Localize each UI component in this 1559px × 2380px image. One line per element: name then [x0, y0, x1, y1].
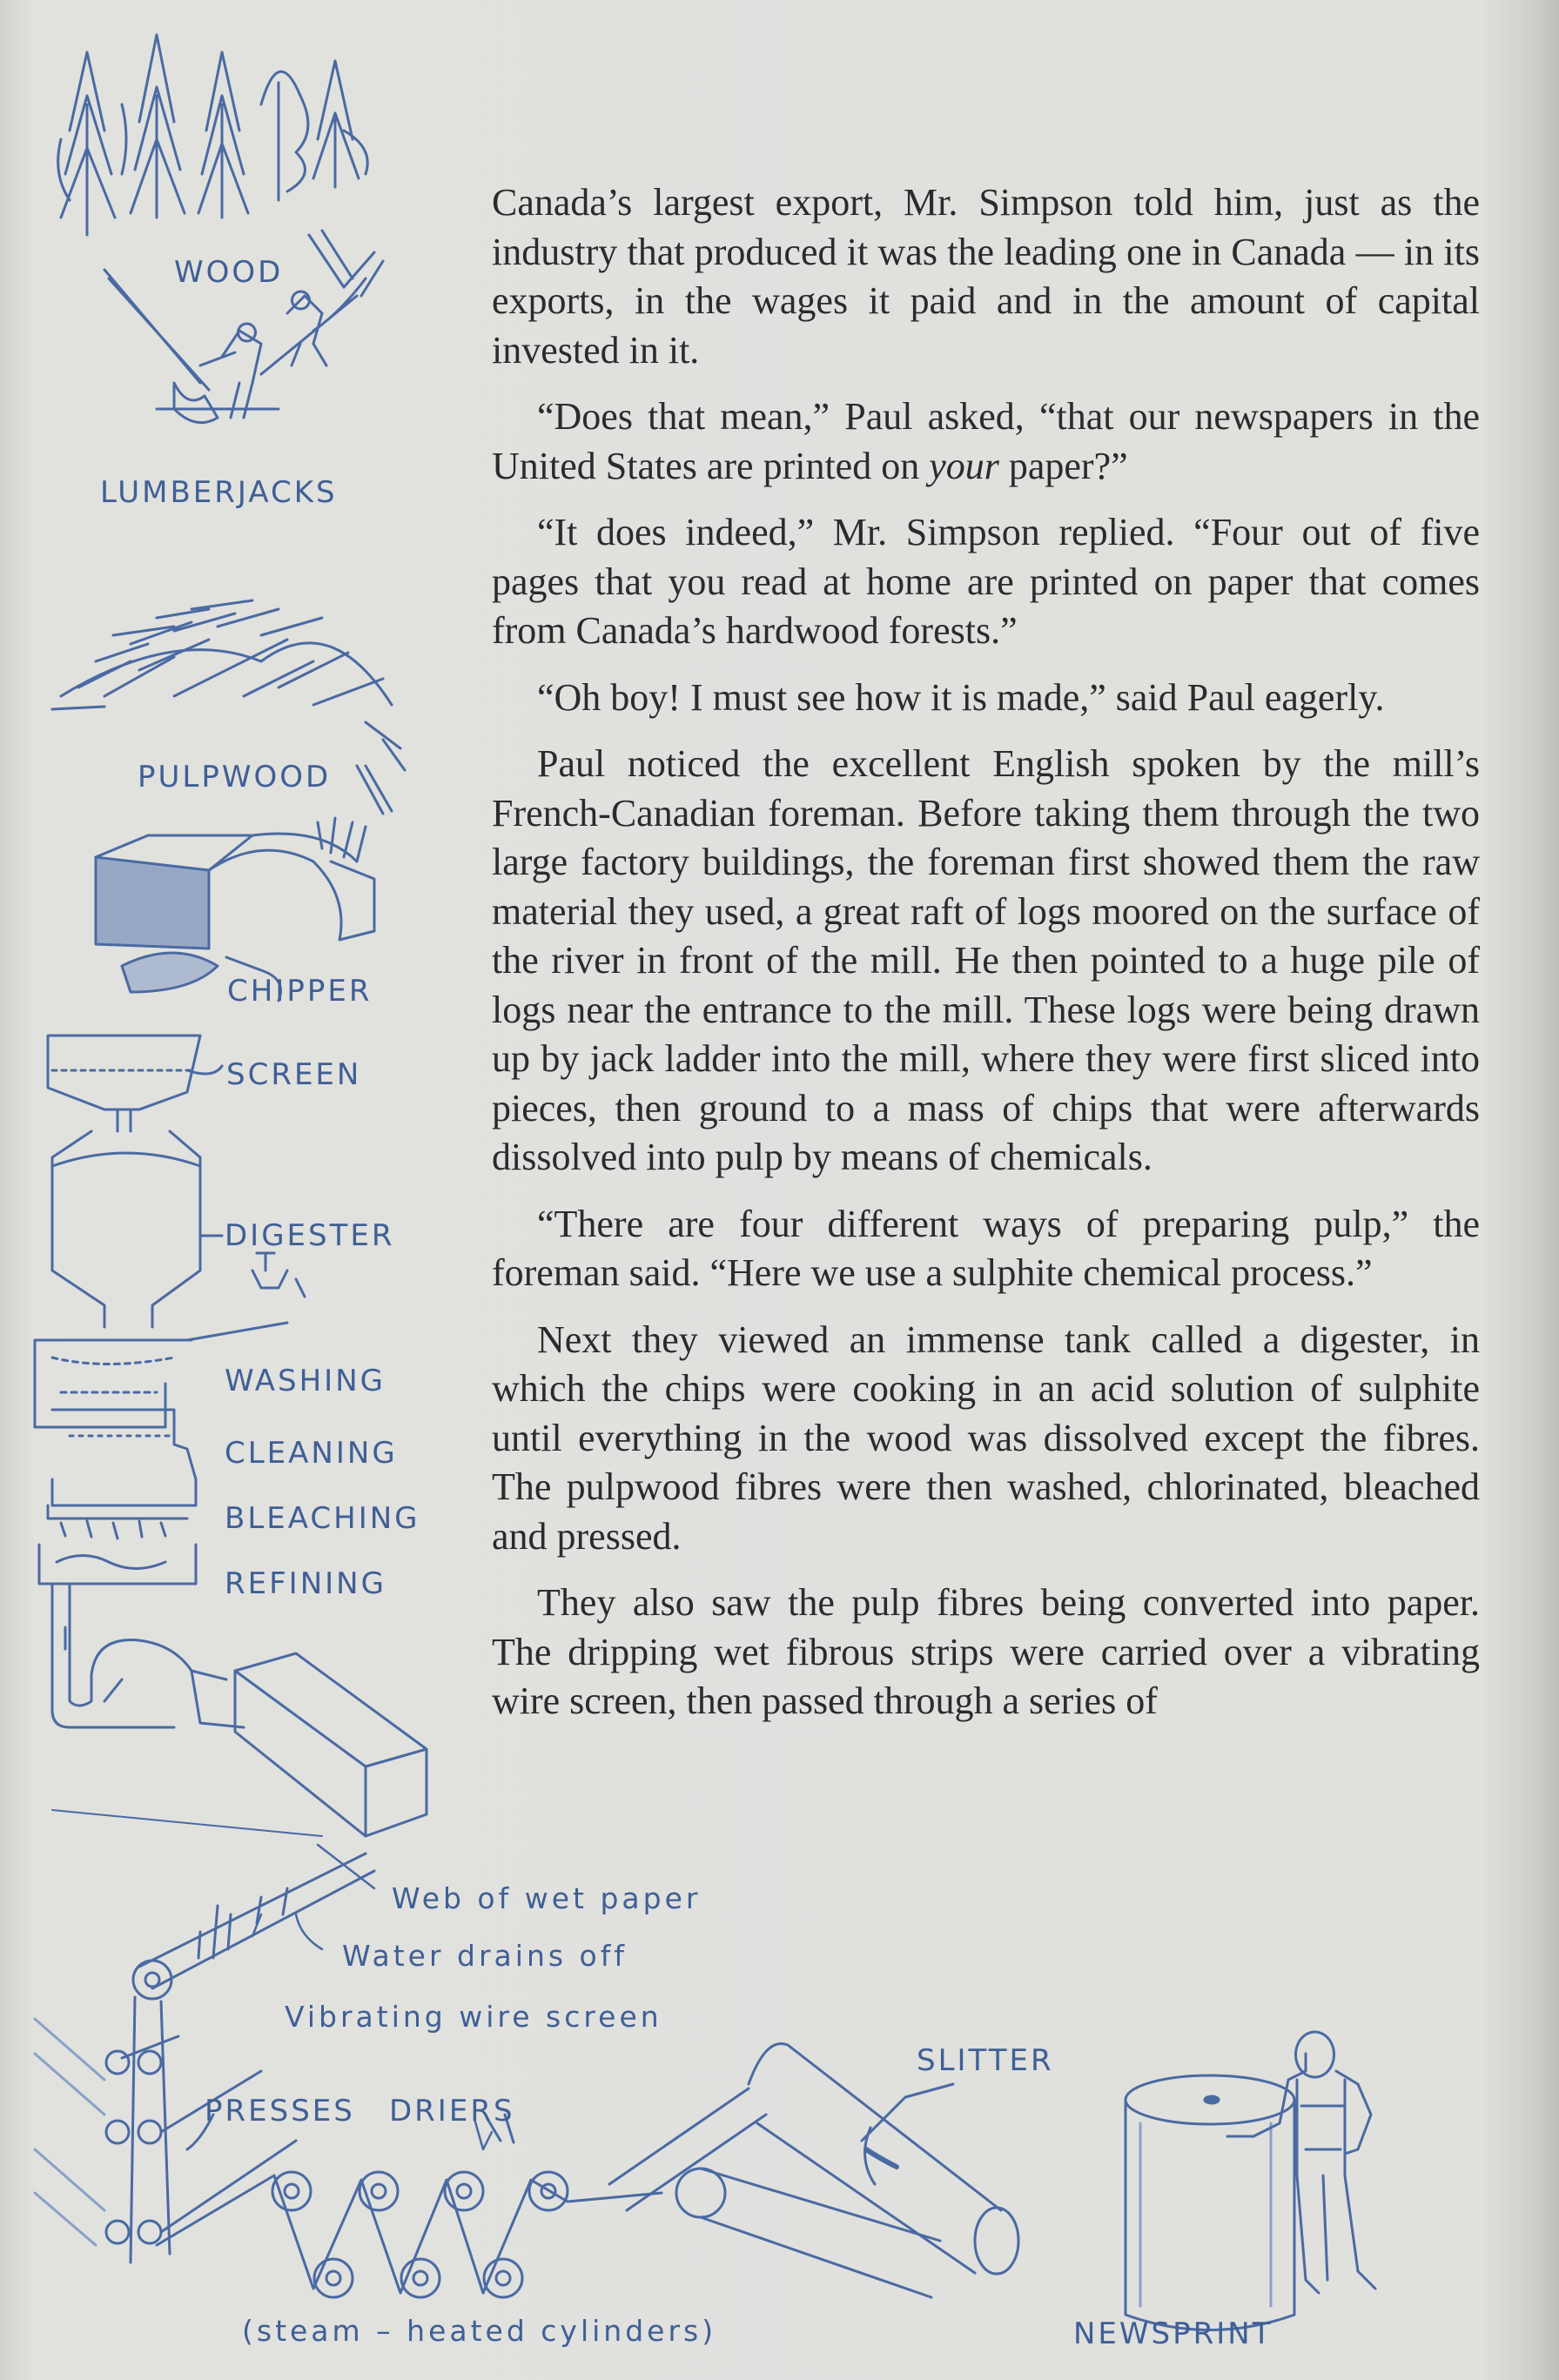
label-refining: REFINING [225, 1566, 386, 1601]
label-vibrating-wire-screen: Vibrating wire screen [285, 2000, 662, 2034]
label-cleaning: CLEANING [225, 1436, 398, 1471]
worker-man-icon [1227, 2032, 1375, 2293]
label-washing: WASHING [225, 1364, 386, 1398]
paragraph-8: They also saw the pulp fibres being converted into paper. The dripping wet fibrous strips were carried over a vibrating wire screen, then passed through a series of [492, 1581, 1480, 1722]
paragraph-5: Paul noticed the excellent English spoken by the mill’s French-Canadian foreman. Before taking them through the two large factory buildings, the foreman first showed them the raw material they used, a great raft of logs moored on the surface of the river in front of the mill. He then pointed to a huge pile of logs near the entrance to the mill. These logs were being drawn up by jack ladder into the mill, where they were first sliced into pieces, then ground to a mass of chips that were afterwards dissolved into pulp by means of chemicals. [492, 742, 1480, 1178]
label-digester: DIGESTER [225, 1218, 395, 1253]
label-wood: WOOD [174, 255, 284, 290]
paragraph-7: Next they viewed an immense tank called a digester, in which the chips were cooking in an acid solution of sulphite until everything in the wood was dissolved except the fibres. The pulpwood fibres were then washed, chlorinated, bleached and pressed. [492, 1317, 1480, 1558]
paragraph-1: Canada’s largest export, Mr. Simpson told him, just as the industry that produced it was the leading one in Canada — in its exports, in the wages it paid and in the amount of capital invested in it. [492, 181, 1480, 372]
label-slitter: SLITTER [917, 2043, 1054, 2078]
slitter-rolls-icon [609, 2043, 1018, 2297]
label-lumberjacks: LUMBERJACKS [100, 475, 338, 510]
label-presses: PRESSES [205, 2094, 355, 2129]
drier-cylinders-icon [157, 2172, 662, 2297]
label-bleaching: BLEACHING [225, 1501, 420, 1536]
label-steam-heated-cylinders: (steam – heated cylinders) [242, 2314, 717, 2348]
label-newsprint: NEWSPRINT [1073, 2316, 1273, 2351]
body-text [492, 178, 1480, 1744]
forest-trees-icon [58, 35, 368, 235]
headbox-icon [235, 1653, 427, 1836]
screen-hopper-icon [48, 1036, 222, 1131]
paragraph-2: “Does that mean,” Paul asked, “that our newspapers in the United States are printed on your paper?” [492, 395, 1480, 487]
label-driers: DRIERS [389, 2094, 515, 2129]
paragraph-3: “It does indeed,” Mr. Simpson replied. “Four out of five pages that you read at home are printed on paper that comes from Canada’s hardwood forests.” [492, 511, 1480, 652]
newsprint-roll-icon [1126, 2075, 1294, 2330]
paragraph-6: “There are four different ways of preparing pulp,” the foreman said. “Here we use a sulphite chemical process.” [492, 1202, 1480, 1294]
label-chipper: CHIPPER [227, 974, 373, 1009]
label-pulpwood: PULPWOOD [138, 760, 332, 794]
paragraph-4: “Oh boy! I must see how it is made,” said Paul eagerly. [537, 675, 1385, 719]
refining-pipe-icon [52, 1584, 244, 1727]
label-web-of-wet-paper: Web of wet paper [392, 1881, 702, 1915]
label-screen: SCREEN [226, 1057, 362, 1092]
label-water-drains-off: Water drains off [342, 1939, 628, 1973]
